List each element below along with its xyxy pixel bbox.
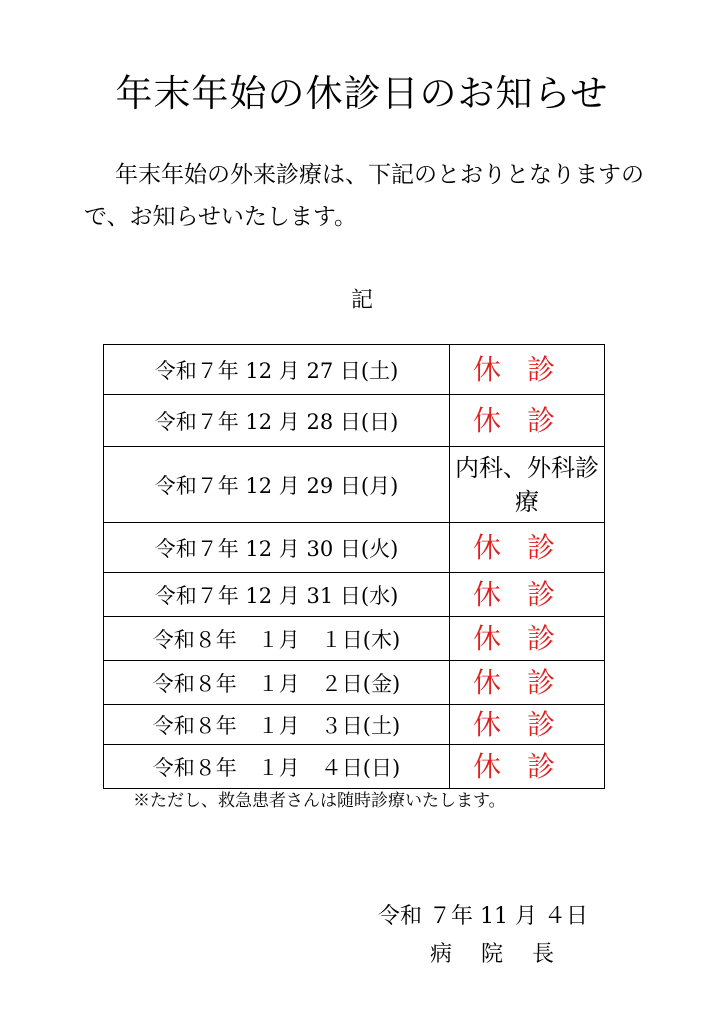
intro-text: 年末年始の外来診療は、下記のとおりとなりますので、お知らせいたします。 [84,162,644,230]
date-cell: 令和８年 １月 ２日(金) [104,661,450,705]
status-cell-closed: 休診 [450,395,605,447]
date-cell: 令和７年 12 月 30 日(火) [104,523,450,573]
status-cell-closed: 休診 [450,745,605,789]
table-row [104,617,605,661]
table-row [104,523,605,573]
status-cell-closed: 休診 [450,345,605,395]
date-cell: 令和７年 12 月 28 日(日) [104,395,450,447]
table-row [104,447,605,523]
date-cell: 令和８年 １月 １日(木) [104,617,450,661]
table-row [104,573,605,617]
date-cell: 令和７年 12 月 27 日(土) [104,345,450,395]
date-cell: 令和７年 12 月 31 日(水) [104,573,450,617]
status-cell-closed: 休診 [450,617,605,661]
status-cell-closed: 休診 [450,573,605,617]
page-title: 年末年始の休診日のお知らせ [115,72,609,115]
status-text: 内科、外科診療 [455,453,599,516]
date-cell: 令和７年 12 月 29 日(月) [104,447,450,523]
table-row [104,345,605,395]
status-cell-closed: 休診 [450,661,605,705]
signature-role: 病 院 長 [430,942,554,967]
ki-heading: 記 [350,288,373,313]
footnote: ※ただし、救急患者さんは随時診療いたします。 [133,791,506,811]
status-cell-open [450,447,605,523]
table-row [104,395,605,447]
signature-block [378,898,588,974]
table-row [104,705,605,745]
table-row [104,745,605,789]
status-cell-closed: 休診 [450,523,605,573]
date-cell: 令和８年 １月 ３日(土) [104,705,450,745]
date-cell: 令和８年 １月 ４日(日) [104,745,450,789]
schedule-table [103,344,605,789]
status-cell-closed: 休診 [450,705,605,745]
signature-date: 令和 ７年 11 月 ４日 [378,904,588,929]
table-row [104,661,605,705]
